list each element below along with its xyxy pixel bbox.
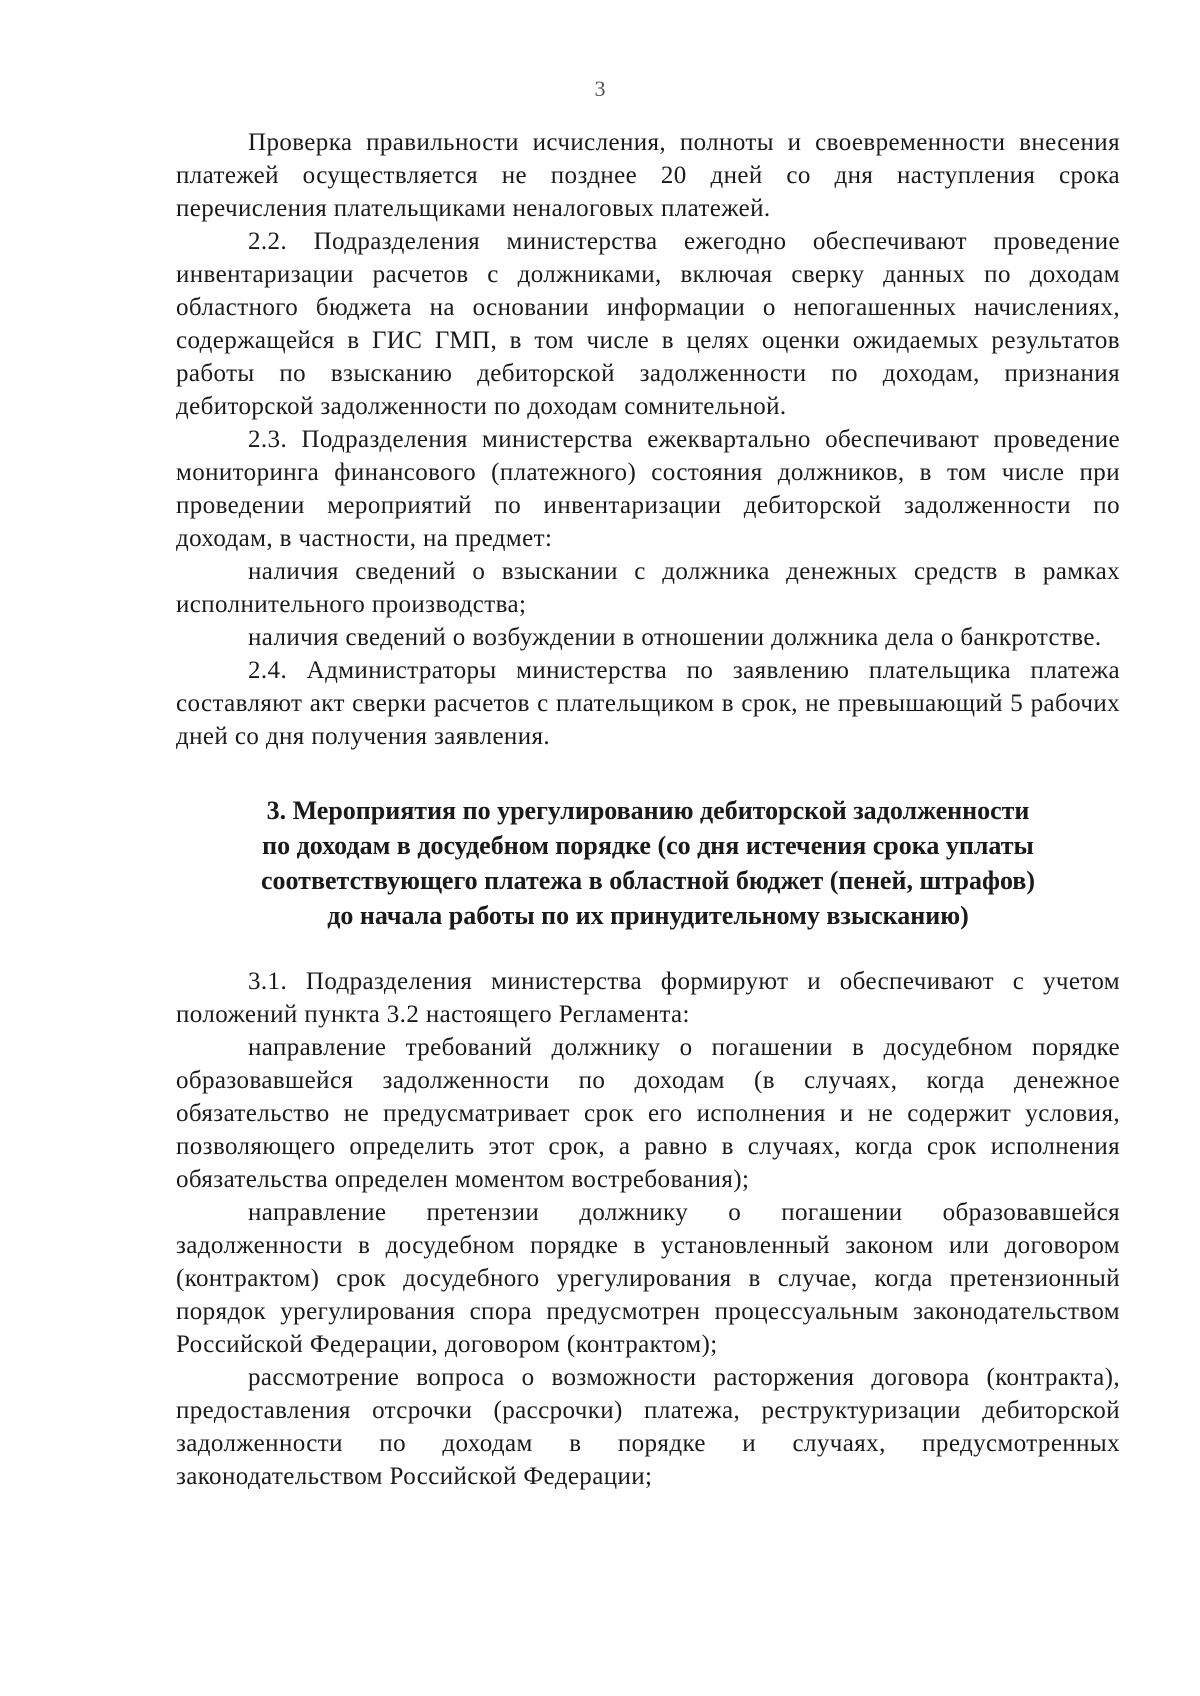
paragraph-verification: Проверка правильности исчисления, полноты и своевременности внесения платежей осуществляется не позднее 20 дней со дня наступления срока перечисления плательщиками неналоговых платежей. (176, 129, 1120, 222)
section-3-heading-line: до начала работы по их принудительному взысканию) (327, 901, 969, 930)
paragraph-3-1: 3.1. Подразделения министерства формируют и обеспечивают с учетом положений пункта 3.2 настоящего Регламента: (176, 968, 1120, 1028)
paragraph-2-2: 2.2. Подразделения министерства ежегодно обеспечивают проведение инвентаризации расчетов с должниками, включая сверку данных по доходам областного бюджета на основании информации о непогашенных начислениях, содержащейся в ГИС ГМП, в том числе в целях оценки ожидаемых результатов работы по взысканию дебиторской задолженности по доходам, признания дебиторской задолженности по доходам сомнительной. (176, 228, 1120, 420)
section-3-heading-line: по доходам в досудебном порядке (со дня истечения срока уплаты (262, 831, 1034, 860)
paragraph-3-1-item-claim: направление претензии должнику о погашении образовавшейся задолженности в досудебном порядке в установленный законом или договором (контрактом) срок досудебного урегулирования в случае, когда претензионный порядок урегулирования спора предусмотрен процессуальным законодательством Российской Федерации, договором (контрактом); (176, 1199, 1120, 1358)
section-3-heading (176, 793, 1120, 933)
paragraph-2-4: 2.4. Администраторы министерства по заявлению плательщика платежа составляют акт сверки расчетов с плательщиком в срок, не превышающий 5 рабочих дней со дня получения заявления. (176, 657, 1120, 750)
paragraph-3-1-item-requirements: направление требований должнику о погашении в досудебном порядке образовавшейся задолженности по доходам (в случаях, когда денежное обязательство не предусматривает срок его исполнения и не содержит условия, позволяющего определить этот срок, а равно в случаях, когда срок исполнения обязательства определен моментом востребования); (176, 1034, 1120, 1193)
section-3-heading-line: 3. Мероприятия по урегулированию дебиторской задолженности (266, 796, 1030, 825)
paragraph-3-1-item-termination: рассмотрение вопроса о возможности расторжения договора (контракта), предоставления отсрочки (рассрочки) платежа, реструктуризации дебиторской задолженности по доходам в порядке и случаях, предусмотренных законодательством Российской Федерации; (176, 1364, 1120, 1490)
paragraph-2-3-item-enforcement: наличия сведений о взыскании с должника денежных средств в рамках исполнительного производства; (176, 558, 1120, 618)
document-body (176, 126, 1120, 1493)
paragraph-2-3: 2.3. Подразделения министерства ежеквартально обеспечивают проведение мониторинга финансового (платежного) состояния должников, в том числе при проведении мероприятий по инвентаризации дебиторской задолженности по доходам, в частности, на предмет: (176, 426, 1120, 552)
page-number: 3 (594, 76, 606, 101)
paragraph-2-3-item-bankruptcy: наличия сведений о возбуждении в отношении должника дела о банкротстве. (248, 624, 1102, 651)
section-3-heading-line: соответствующего платежа в областной бюджет (пеней, штрафов) (260, 866, 1035, 895)
